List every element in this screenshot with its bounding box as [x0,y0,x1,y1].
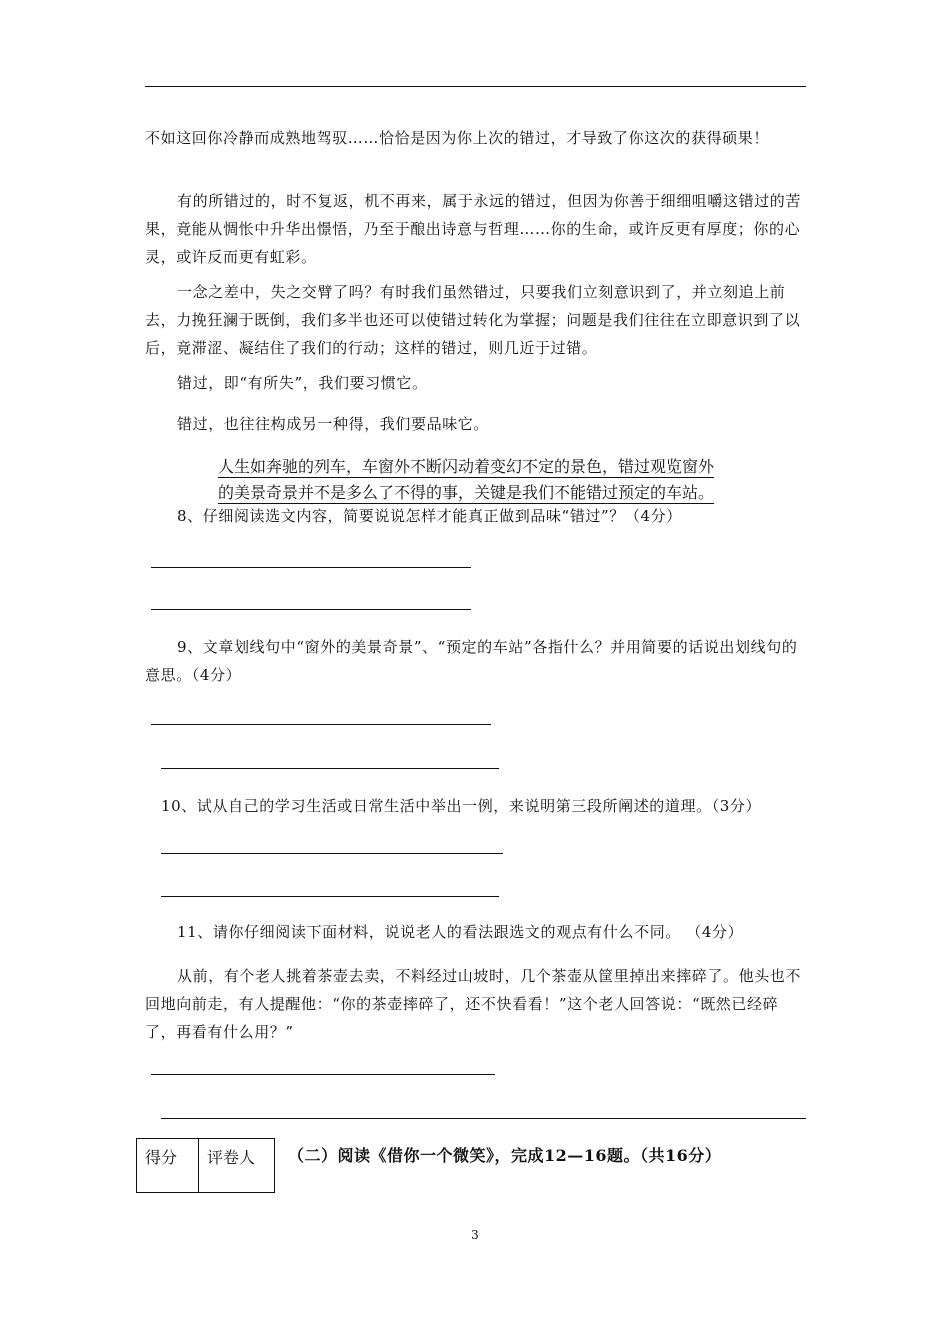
answer-line-q8-2[interactable] [151,609,471,610]
passage-paragraph-4: 错过，即“有所失”，我们要习惯它。 [177,374,428,392]
passage-paragraph-2: 有的所错过的，时不复返，机不再来，属于永远的错过，但因为你善于细细咀嚼这错过的苦果，竟能从惆怅中升华出憬悟，乃至于酿出诗意与哲理……你的生命，或许反更有厚度；你的心灵，或许反而更有虹彩。 [145,192,802,266]
question-11: 11、请你仔细阅读下面材料，说说老人的看法跟选文的观点有什么不同。 （4分） [177,923,744,941]
passage-paragraph-3: 一念之差中，失之交臂了吗？有时我们虽然错过，只要我们立刻意识到了，并立刻追上前去，力挽狂澜于既倒，我们多半也还可以使错过转化为掌握；问题是我们往往在立即意识到了以后，竟滞涩、凝结住了我们的行动；这样的错过，则几近于过错。 [145,283,801,357]
answer-line-q11-2[interactable] [161,1118,806,1119]
header-rule [145,86,806,87]
answer-line-q10-1[interactable] [161,853,503,854]
question-11-material: 从前，有个老人挑着茶壶去卖，不料经过山坡时，几个茶壶从筐里掉出来摔碎了。他头也不回地向前走，有人提醒他：“你的茶壶摔碎了，还不快看看！”这个老人回答说：“既然已经碎了，再看有什么用？” [145,967,802,1041]
answer-line-q8-1[interactable] [151,567,471,568]
question-10: 10、试从自己的学习生活或日常生活中举出一例，来说明第三段所阐述的道理。（3分） [161,797,762,815]
underlined-text-2: 的美景奇景并不是多么了不得的事，关键是我们不能错过预定的车站。 [218,483,715,502]
section-heading: （二）阅读《借你一个微笑》，完成12—16题。（共16分） [288,1146,722,1165]
page-number: 3 [471,1228,479,1242]
underlined-text-1: 人生如奔驰的列车，车窗外不断闪动着变幻不定的景色，错过观览窗外 [218,457,715,476]
score-cell[interactable] [137,1139,199,1193]
question-8: 8、仔细阅读选文内容，简要说说怎样才能真正做到品味“错过”？（4分） [177,507,682,525]
question-9: 9、文章划线句中“窗外的美景奇景”、“预定的车站”各指什么？并用简要的话说出划线句的意思。（4分） [145,638,798,684]
answer-line-q9-1[interactable] [151,724,491,725]
score-box [136,1138,275,1193]
answer-line-q9-2[interactable] [161,768,499,769]
score-label: 得分 [145,1148,178,1167]
answer-line-q10-2[interactable] [161,896,499,897]
underlined-sentence-line-1 [218,453,810,480]
passage-paragraph-1: 不如这回你冷静而成熟地驾驭……恰恰是因为你上次的错过，才导致了你这次的获得硕果！ [145,129,770,147]
grader-cell[interactable] [199,1139,275,1193]
answer-line-q11-1[interactable] [151,1074,495,1075]
passage-paragraph-5: 错过，也往往构成另一种得，我们要品味它。 [177,415,490,433]
grader-label: 评卷人 [207,1148,256,1167]
